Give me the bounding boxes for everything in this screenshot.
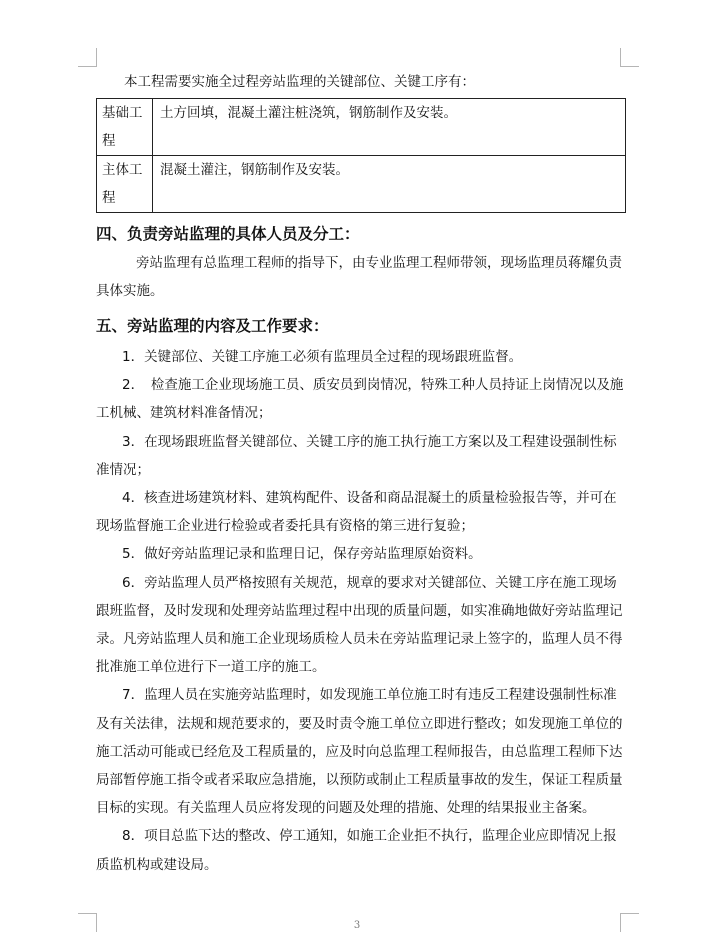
- list-item: 3．在现场跟班监督关键部位、关键工序的施工执行施工方案以及工程建设强制性标准情况；: [96, 433, 617, 478]
- list-item: 7．监理人员在实施旁站监理时，如发现施工单位施工时有违反工程建设强制性标准及有关法律，法规和规范要求的，要及时责令施工单位立即进行整改；如发现施工单位的施工活动可能或已经危及工程质量的，应及时向总监理工程师报告，由总监理工程师下达局部暂停施工指令或者采取应急措施，以预防或制止工程质量事故的发生，保证工程质量目标的实现。有关监理人员应将发现的问题及处理的措施、处理的结果报业主备案。: [96, 687, 623, 817]
- table-row: [97, 156, 626, 213]
- list-item: 4．核查进场建筑材料、建筑构配件、设备和商品混凝土的质量检验报告等，并可在现场监督施工企业进行检验或者委托具有资格的第三进行复验；: [96, 490, 617, 535]
- crop-mark-top-left: [78, 48, 97, 67]
- table-cell-label: 基础工程: [97, 99, 153, 156]
- list-item: 6．旁站监理人员严格按照有关规范，规章的要求对关键部位、关键工序在施工现场跟班监督，及时发现和处理旁站监理过程中出现的质量问题，如实准确地做好旁站监理记录。凡旁站监理人员和施工企业现场质检人员未在旁站监理记录上签字的，监理人员不得批准施工单位进行下一道工序的施工。: [96, 574, 623, 676]
- page-content: [96, 68, 626, 879]
- table-cell-content: 混凝土灌注，钢筋制作及安装。: [153, 156, 626, 213]
- section-4-paragraph: 旁站监理有总监理工程师的指导下，由专业监理工程师带领，现场监理员蒋耀负责具体实施。: [96, 255, 622, 299]
- crop-mark-top-right: [620, 48, 639, 67]
- requirements-list: [96, 343, 626, 879]
- list-item: 2． 检查施工企业现场施工员、质安员到岗情况，特殊工种人员持证上岗情况以及施工机械、建筑材料准备情况；: [96, 377, 624, 422]
- list-item: 5．做好旁站监理记录和监理日记，保存旁站监理原始资料。: [122, 546, 482, 563]
- table-cell-label: 主体工程: [97, 156, 153, 213]
- list-item: 1．关键部位、关键工序施工必须有监理员全过程的现场跟班监督。: [122, 349, 523, 365]
- list-item: 8．项目总监下达的整改、停工通知，如施工企业拒不执行，监理企业应即情况上报质监机构或建设局。: [96, 828, 617, 873]
- table-cell-content: 土方回填，混凝土灌注桩浇筑，钢筋制作及安装。: [153, 99, 626, 156]
- intro-text: 本工程需要实施全过程旁站监理的关键部位、关键工序有：: [124, 74, 475, 90]
- table-row: [97, 99, 626, 156]
- key-process-table: [96, 98, 626, 213]
- section-4-heading: 四、负责旁站监理的具体人员及分工：: [96, 225, 360, 243]
- page-number: 3: [353, 920, 361, 931]
- section-5-heading: 五、旁站监理的内容及工作要求：: [96, 317, 329, 335]
